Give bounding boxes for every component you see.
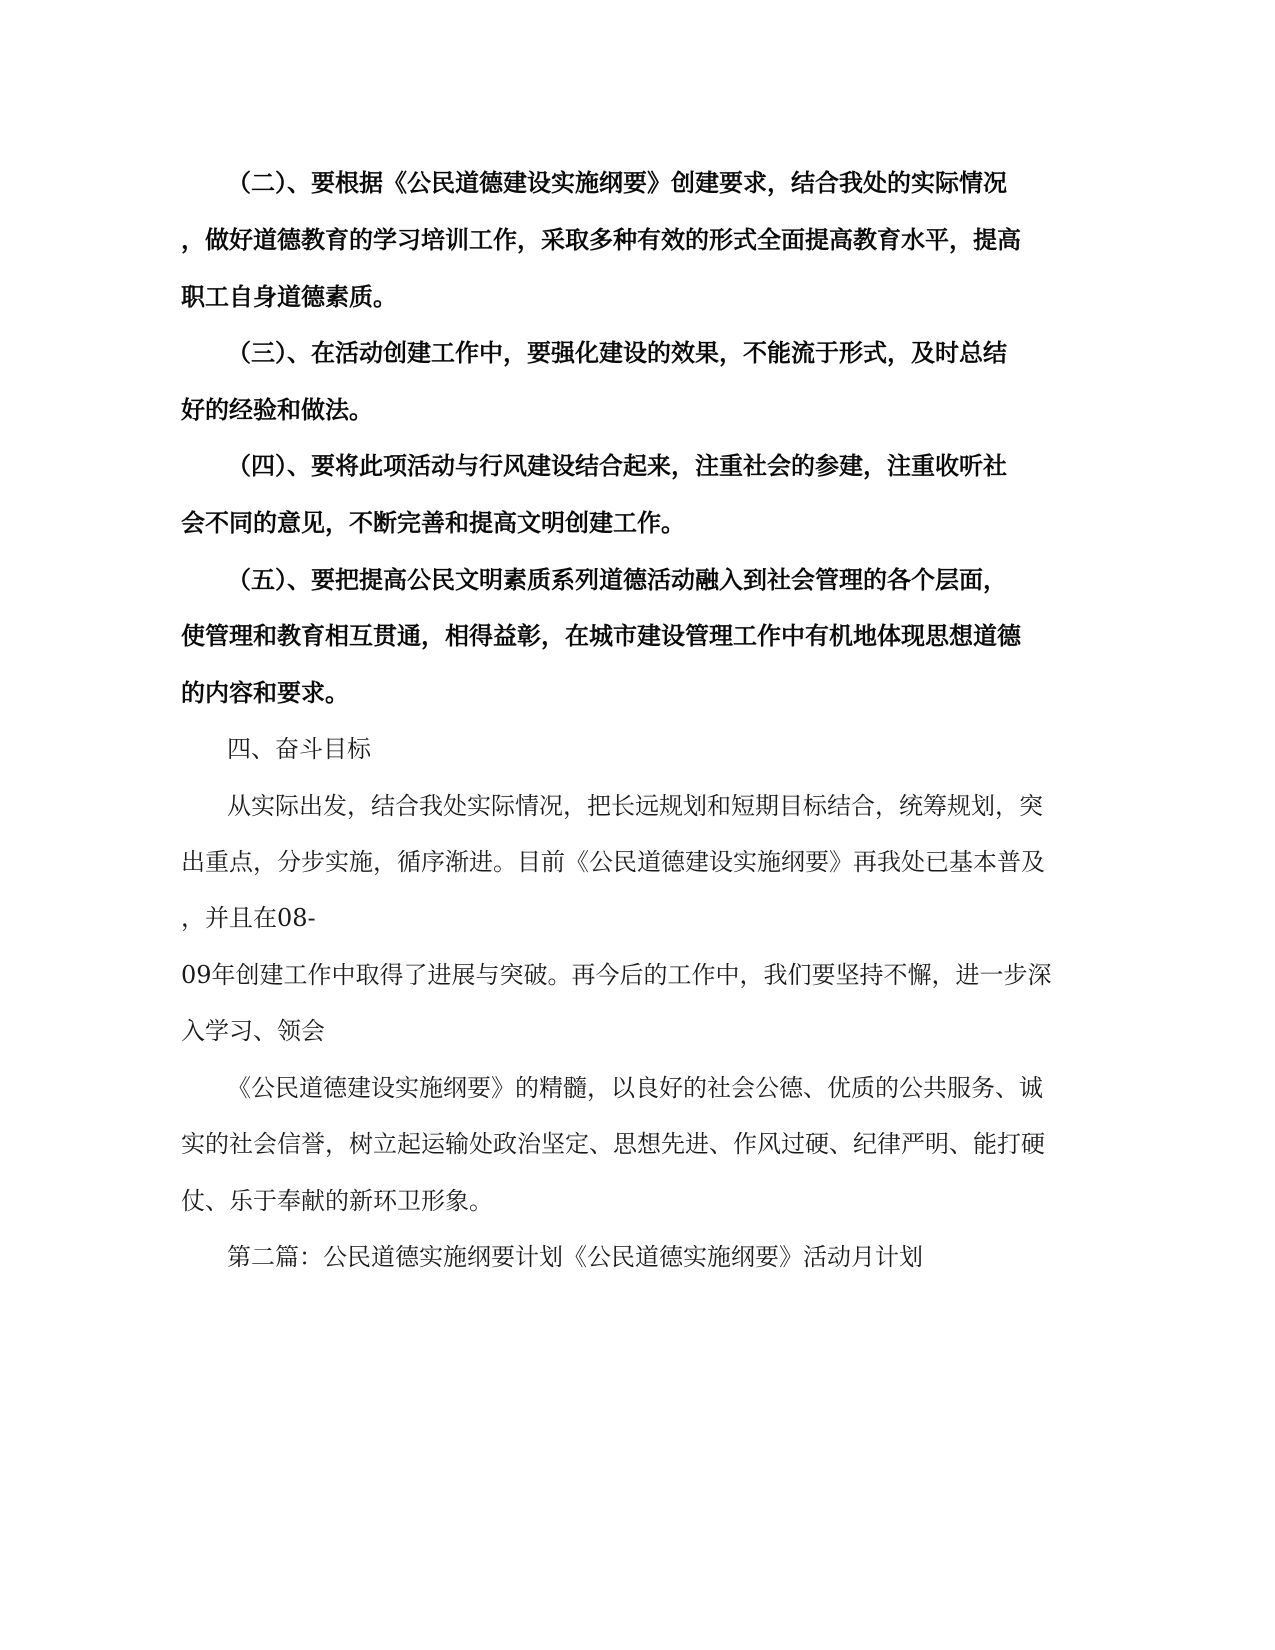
paragraph-7-line-3: 仗、乐于奉献的新环卫形象。 — [181, 1187, 493, 1215]
paragraph-6-line-3: ，并且在08- — [181, 904, 316, 932]
paragraph-4-line-2: 会不同的意见，不断完善和提高文明创建工作。 — [181, 509, 685, 537]
paragraph-7-line-1: 《公民道德建设实施纲要》的精髓，以良好的社会公德、优质的公共服务、诚 — [227, 1074, 1043, 1102]
paragraph-2-line-2: ，做好道德教育的学习培训工作，采取多种有效的形式全面提高教育水平，提高 — [181, 226, 1021, 254]
section-heading-goals: 四、奋斗目标 — [227, 735, 371, 763]
paragraph-5-line-1: （五）、要把提高公民文明素质系列道德活动融入到社会管理的各个层面， — [227, 566, 1007, 594]
paragraph-5-line-2: 使管理和教育相互贯通，相得益彰，在城市建设管理工作中有机地体现思想道德 — [181, 622, 1021, 650]
paragraph-6-line-5: 入学习、领会 — [181, 1017, 325, 1045]
paragraph-2-line-1: （二）、要根据《公民道德建设实施纲要》创建要求，结合我处的实际情况 — [227, 169, 1007, 197]
paragraph-6-line-1: 从实际出发，结合我处实际情况，把长远规划和短期目标结合，统筹规划，突 — [227, 792, 1043, 820]
paragraph-3-line-2: 好的经验和做法。 — [181, 396, 373, 424]
paragraph-3-line-1: （三）、在活动创建工作中，要强化建设的效果，不能流于形式，及时总结 — [227, 339, 1007, 367]
paragraph-5-line-3: 的内容和要求。 — [181, 679, 349, 707]
next-article-title: 第二篇：公民道德实施纲要计划《公民道德实施纲要》活动月计划 — [227, 1243, 923, 1271]
paragraph-6-line-4: 09年创建工作中取得了进展与突破。再今后的工作中，我们要坚持不懈，进一步深 — [181, 961, 1052, 989]
paragraph-2-line-3: 职工自身道德素质。 — [181, 283, 397, 311]
paragraph-4-line-1: （四）、要将此项活动与行风建设结合起来，注重社会的参建，注重收听社 — [227, 452, 1007, 480]
paragraph-6-line-2: 出重点，分步实施，循序渐进。目前《公民道德建设实施纲要》再我处已基本普及 — [181, 848, 1045, 876]
paragraph-7-line-2: 实的社会信誉，树立起运输处政治坚定、思想先进、作风过硬、纪律严明、能打硬 — [181, 1130, 1045, 1158]
